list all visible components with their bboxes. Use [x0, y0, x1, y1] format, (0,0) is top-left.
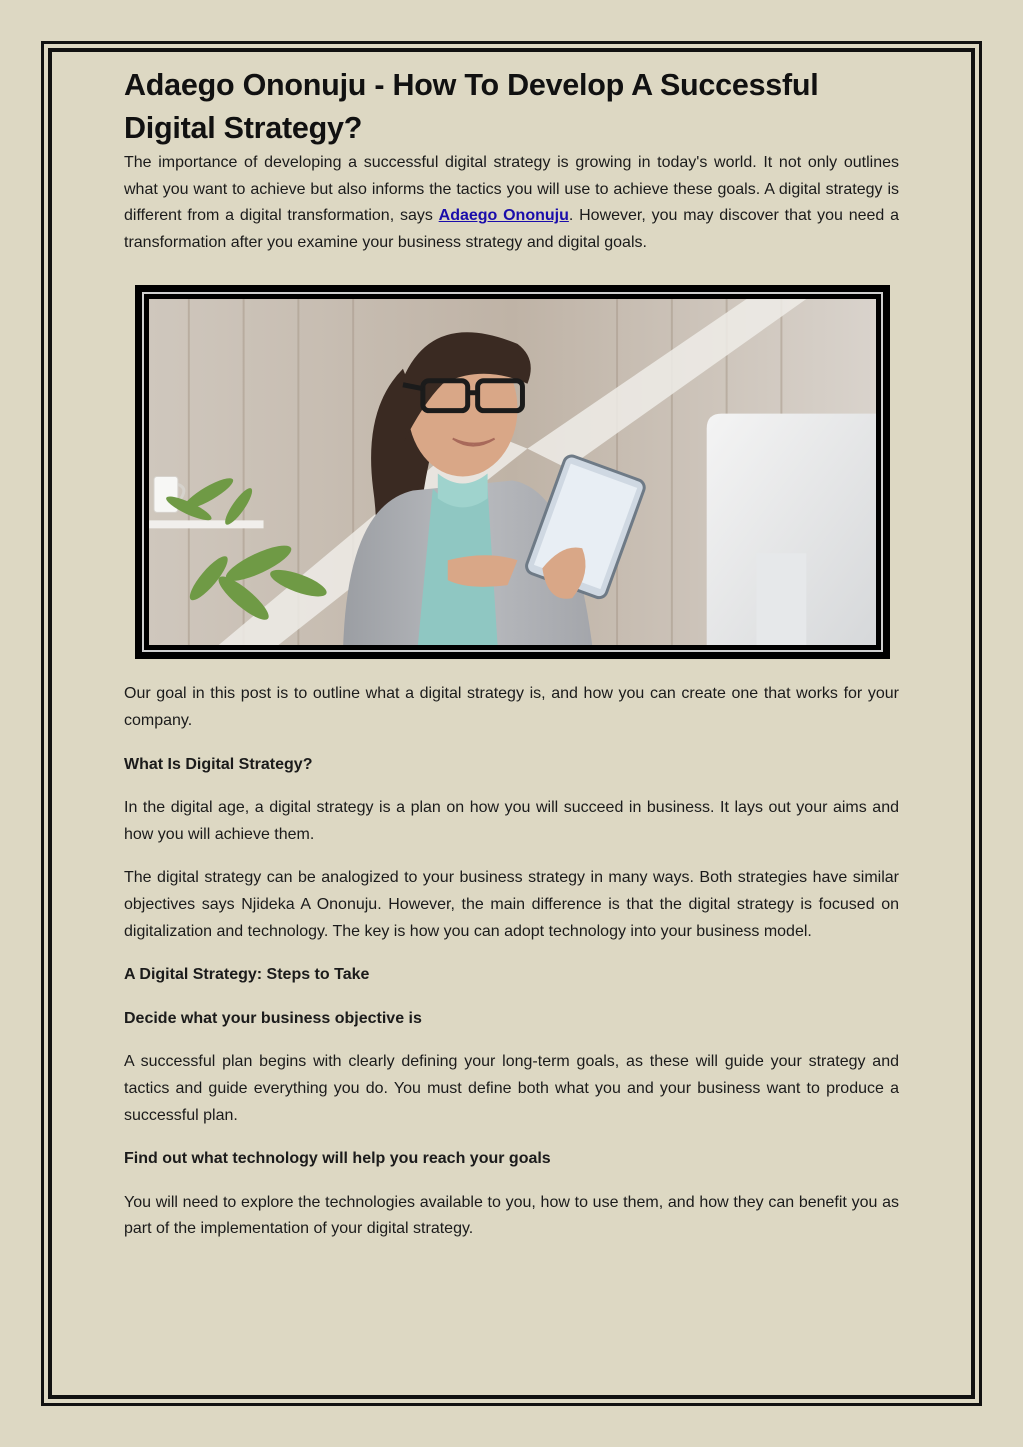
article-photo-border — [142, 292, 883, 652]
heading-business-objective: Decide what your business objective is — [124, 1009, 422, 1027]
goal-paragraph: Our goal in this post is to outline what a digital strategy is, and how you can create one that works for your company. — [124, 685, 899, 729]
heading-technology: Find out what technology will help you reach your goals — [124, 1150, 551, 1168]
heading-steps-to-take: A Digital Strategy: Steps to Take — [124, 966, 370, 984]
paragraph-definition: In the digital age, a digital strategy is a plan on how you will succeed in business. It lays out your aims and how you will achieve them. — [124, 799, 899, 843]
paragraph-business-objective: A successful plan begins with clearly defining your long-term goals, as these will guide your strategy and tactics and guide everything you do. You must define both what you and your business want to produce a successful plan. — [124, 1053, 899, 1124]
paragraph-technology: You will need to explore the technologies available to you, how to use them, and how they can benefit you as part of the implementation of your digital strategy. — [124, 1193, 899, 1238]
paragraph-analogy: The digital strategy can be analogized to your business strategy in many ways. Both strategies have similar objectives says Njideka A Ononuju. However, the main difference is that the digital strategy is focused on digitalization and technology. The key is how you can adopt technology into your business model. — [124, 869, 899, 940]
heading-what-is-digital-strategy: What Is Digital Strategy? — [124, 755, 313, 773]
intro-paragraph — [124, 150, 899, 256]
article-photo — [149, 299, 876, 645]
woman-with-tablet-illustration — [149, 299, 876, 645]
intro-text-before-link: The importance of developing a successful digital strategy is growing in today's world. It not only outlines what you want to achieve but also informs the tactics you will use to achieve these goals. A digital strategy is different from a digital transformation, says — [124, 154, 899, 225]
article-photo-frame — [135, 285, 890, 659]
article-title: Adaego Ononuju - How To Develop A Successful Digital Strategy? — [124, 68, 819, 145]
author-link[interactable]: Adaego Ononuju — [438, 207, 569, 225]
intro-text-after-link: . However, you may discover that you need a transformation after you examine your business strategy and digital goals. — [124, 207, 899, 251]
article — [124, 64, 899, 1243]
